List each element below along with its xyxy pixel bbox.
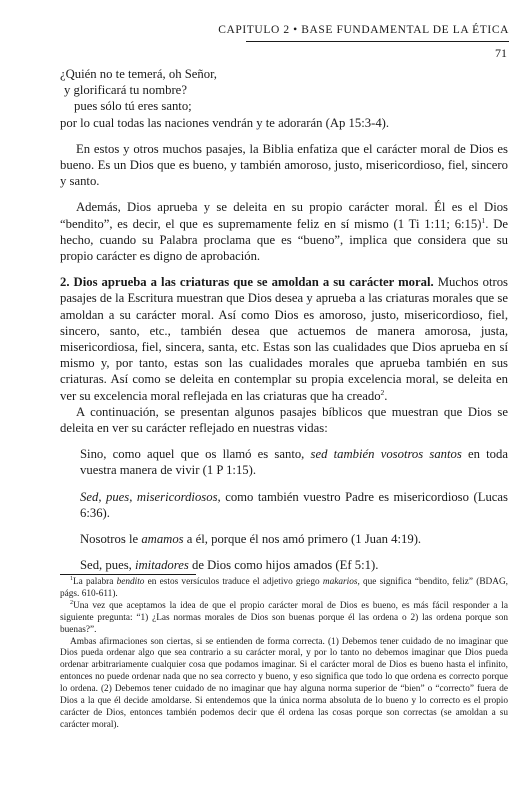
scripture-quote xyxy=(80,531,508,547)
footnote-ref: 2 xyxy=(380,387,385,397)
quote-text: a él, porque él nos amó primero (1 Juan 4:19). xyxy=(183,532,422,547)
quote-emphasis: sed también vosotros santos xyxy=(310,447,462,462)
footnote-text: La palabra xyxy=(73,577,117,587)
scripture-quote xyxy=(80,446,508,478)
poem-line: ¿Quién no te temerá, oh Señor, xyxy=(60,67,217,81)
paragraph-text: Además, Dios aprueba y se deleita en su propio carácter moral. Él es el Dios “bendito”, es decir, el que es supremamente feliz en sí mismo (1 Ti 1:11; 6:15) xyxy=(60,200,508,231)
footnote-text: que significa “bendito, feliz” (BDAG, págs. 610-611). xyxy=(60,577,508,599)
footnote xyxy=(60,577,508,601)
quote-emphasis: amamos xyxy=(141,532,184,547)
footnote-text: en estos versículos traduce el adjetivo griego xyxy=(144,577,323,587)
paragraph: En estos y otros muchos pasajes, la Biblia enfatiza que el carácter moral de Dios es bueno. Es un Dios que es bueno, y también amoroso, justo, misericordioso, fiel, sincero y santo. xyxy=(60,141,508,189)
footnote-emphasis: makarios, xyxy=(322,577,360,587)
footnotes xyxy=(60,577,508,732)
quote-emphasis: imitadores xyxy=(134,558,189,573)
footnote-text: Una vez que aceptamos la idea de que el propio carácter moral de Dios es bueno, es más fácil responder a la siguiente pregunta: “1) ¿Las normas morales de Dios son buenas porque él las ordena o 2) las ordena porque son buenas?”. xyxy=(60,600,508,635)
footnote xyxy=(60,601,508,637)
poem-line: y glorificará tu nombre? xyxy=(64,83,187,98)
footnote-emphasis: bendito xyxy=(116,577,145,587)
quote-text: de Dios como hijos amados (Ef 5:1). xyxy=(188,558,379,573)
paragraph xyxy=(60,274,508,404)
running-head: CAPITULO 2 • BASE FUNDAMENTAL DE LA ÉTICA xyxy=(218,24,509,36)
quote-text: Sino, como aquel que os llamó es santo, xyxy=(80,447,311,462)
paragraph: A continuación, se presentan algunos pasajes bíblicos que muestran que Dios se deleita en ver su carácter reflejado en nuestras vidas: xyxy=(60,404,508,436)
poem-line: por lo cual todas las naciones vendrán y te adorarán (Ap 15:3-4). xyxy=(60,115,390,130)
poem-line: pues sólo tú eres santo; xyxy=(74,99,192,114)
paragraph-text: . De hecho, cuando su Palabra proclama que es “bueno”, implica que considera que su propio carácter es digno de aprobación. xyxy=(60,216,509,264)
footnote-continuation: Ambas afirmaciones son ciertas, si se entienden de forma correcta. (1) Debemos tener cuidado de no imaginar que Dios pueda ordenar algo que sea contrario a su carácter moral, y por lo tanto no debemos imaginar que Dios pueda ordenar arbitrariamente cualquier cosa que podamos imaginar. Si el carácter moral de Dios es bueno hasta el infinito, entonces no puede ordenar nada que no sea correcto y bueno, y eso significa que todo lo que ordena es correcto porque lo ordena. (2) Debemos tener cuidado de no imaginar que hay alguna norma superior de “bien” o “correcto” fuera de Dios a la que él decide amoldarse. Si entendemos que la única norma absoluta de lo bueno y lo correcto es el propio carácter de Dios, entonces también podemos decir que él ordena las cosas porque son correctas (se amoldan a su carácter moral). xyxy=(60,636,508,730)
page-number: 71 xyxy=(495,46,507,60)
paragraph xyxy=(60,199,508,264)
scripture-quote xyxy=(80,557,508,573)
section-heading: 2. Dios aprueba a las criaturas que se amoldan a su carácter moral. xyxy=(60,275,434,290)
scripture-quote xyxy=(80,489,508,521)
quote-text: como también vuestro Padre es misericordioso (Lucas 6:36). xyxy=(80,489,508,520)
footnote-mark: 1 xyxy=(70,575,73,582)
footnote-ref: 1 xyxy=(481,215,486,225)
paragraph-text: Muchos otros pasajes de la Escritura muestran que Dios desea y aprueba a las criaturas morales que se amoldan a su carácter moral. Así como Dios es amoroso, justo, misericordioso, fiel, sincero, santo, etc., también desea que actuemos de manera amorosa, justa, misericordiosa, fiel, sincera, santa, etc. Estas son las cualidades que Dios aprueba en sí mismo y, por tanto, estas son las cualidades morales que aprueba también en sus criaturas. Así como se deleita en contemplar su propia excelencia moral, se deleita en ver su excelencia moral reflejada en las criaturas que ha creado xyxy=(60,275,508,403)
quote-text: Sed, pues, xyxy=(80,558,135,573)
footnote-rule xyxy=(60,574,196,575)
paragraph-text: . xyxy=(384,388,388,403)
footnote-mark: 2 xyxy=(70,599,73,606)
quote-emphasis: Sed, pues, misericordiosos, xyxy=(80,489,221,504)
quote-text: Nosotros le xyxy=(80,532,142,547)
poem-quote xyxy=(60,66,508,131)
header-rule xyxy=(246,41,509,42)
quote-text: en toda vuestra manera de vivir (1 P 1:15). xyxy=(80,447,509,478)
body-text xyxy=(60,62,508,573)
